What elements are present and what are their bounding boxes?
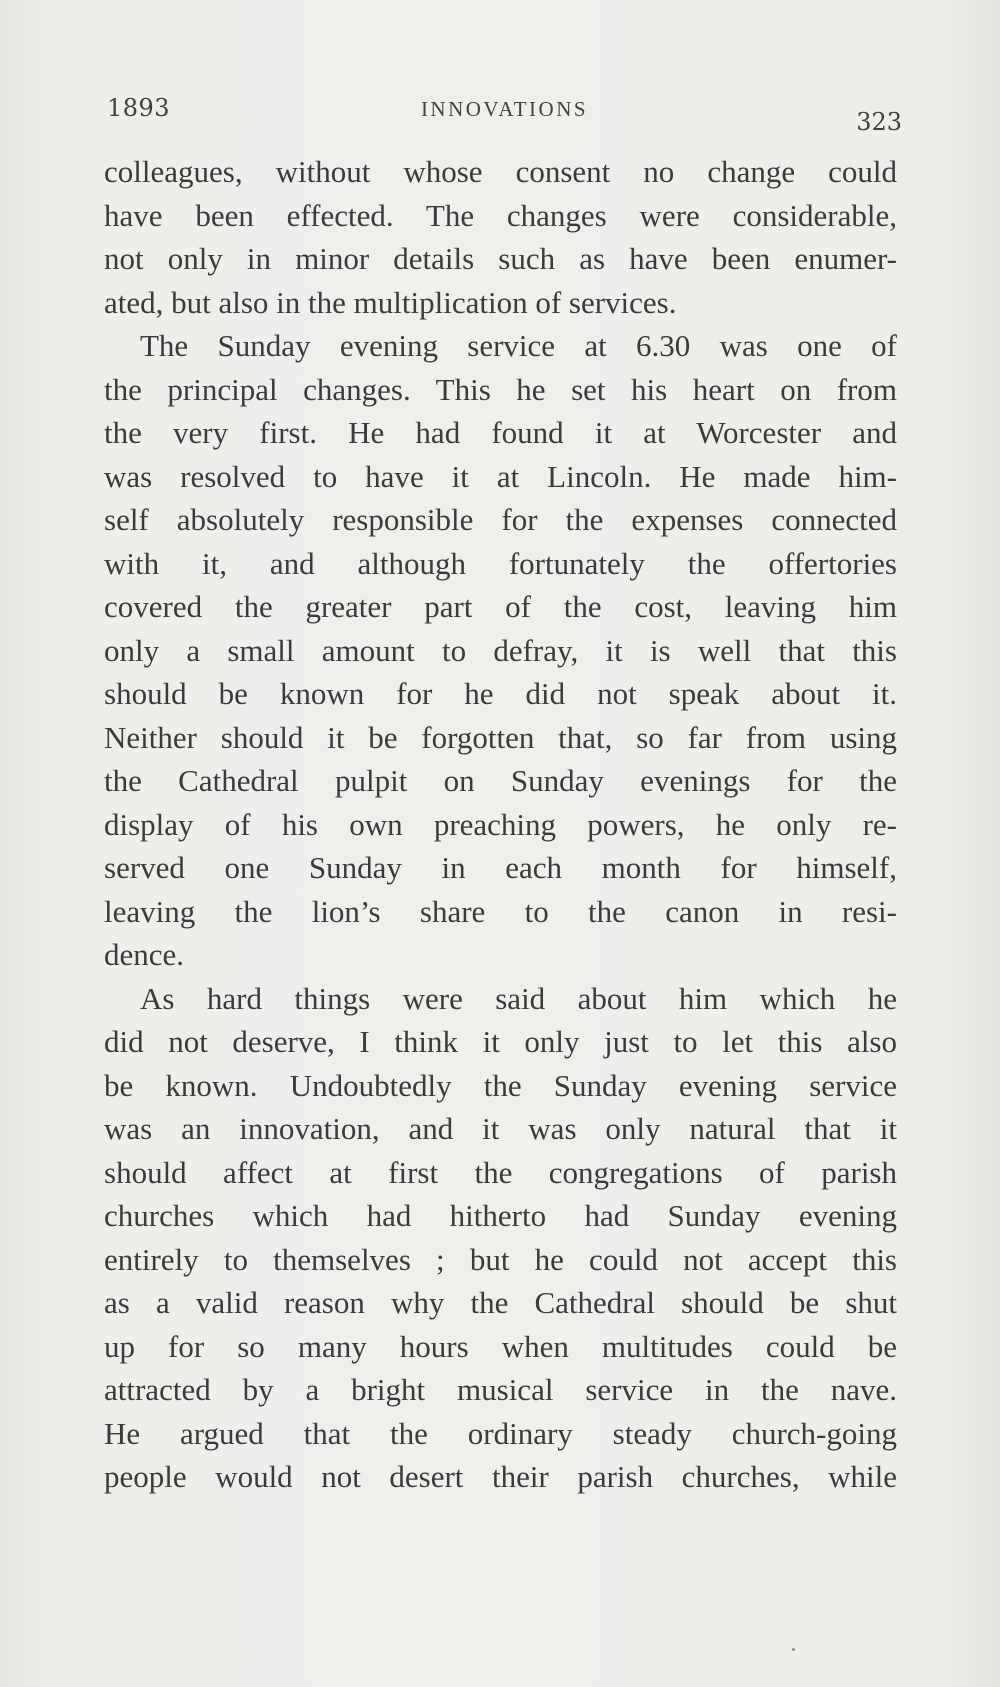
text-line: dence. <box>104 937 185 972</box>
text-line: As hard things were said about him which he <box>140 980 897 1016</box>
text-line: did not deserve, I think it only just to let this also <box>104 1024 897 1059</box>
text-line: leaving the lion’s share to the canon in resi- <box>104 893 897 929</box>
text-line: ated, but also in the multiplication of services. <box>104 284 677 320</box>
header-year: 1893 <box>107 94 171 122</box>
text-line: entirely to themselves ; but he could not accept this <box>104 1241 897 1277</box>
text-line: with it, and although fortunately the offertories <box>104 545 897 581</box>
header-title: INNOVATIONS <box>420 97 589 121</box>
text-line: people would not desert their parish churches, while <box>104 1459 897 1494</box>
text-line: colleagues, without whose consent no change could <box>104 154 897 189</box>
paragraph <box>104 977 897 1499</box>
paper-speck <box>792 1648 795 1651</box>
text-line: have been effected. The changes were considerable, <box>104 197 897 233</box>
text-line: covered the greater part of the cost, leaving him <box>104 589 897 624</box>
text-line: as a valid reason why the Cathedral should be shut <box>104 1285 897 1320</box>
text-line: only a small amount to defray, it is well that this <box>104 632 897 668</box>
body-text <box>104 150 897 1499</box>
text-line: be known. Undoubtedly the Sunday evening service <box>104 1067 897 1103</box>
paragraph <box>104 150 897 324</box>
text-line: was resolved to have it at Lincoln. He made him- <box>104 458 897 494</box>
text-line: the principal changes. This he set his heart on from <box>104 371 897 407</box>
text-line: display of his own preaching powers, he only re- <box>104 806 897 842</box>
text-line: self absolutely responsible for the expenses connected <box>104 502 897 537</box>
paragraph <box>104 324 897 977</box>
text-line: Neither should it be forgotten that, so far from using <box>104 719 897 755</box>
running-header <box>107 92 902 136</box>
text-line: was an innovation, and it was only natural that it <box>104 1111 897 1146</box>
text-line: up for so many hours when multitudes could be <box>104 1328 897 1364</box>
text-line: He argued that the ordinary steady church-going <box>104 1415 897 1451</box>
text-line: should affect at first the congregations of parish <box>104 1154 897 1190</box>
text-line: not only in minor details such as have been enumer- <box>104 241 897 276</box>
text-line: the very first. He had found it at Worcester and <box>104 415 897 450</box>
text-line: served one Sunday in each month for himself, <box>104 850 897 885</box>
text-line: attracted by a bright musical service in the nave. <box>104 1372 897 1407</box>
text-line: The Sunday evening service at 6.30 was one of <box>140 328 897 363</box>
text-line: should be known for he did not speak about it. <box>104 676 897 711</box>
page-number: 323 <box>856 108 902 136</box>
text-line: the Cathedral pulpit on Sunday evenings for the <box>104 763 897 798</box>
text-line: churches which had hitherto had Sunday evening <box>104 1198 897 1233</box>
